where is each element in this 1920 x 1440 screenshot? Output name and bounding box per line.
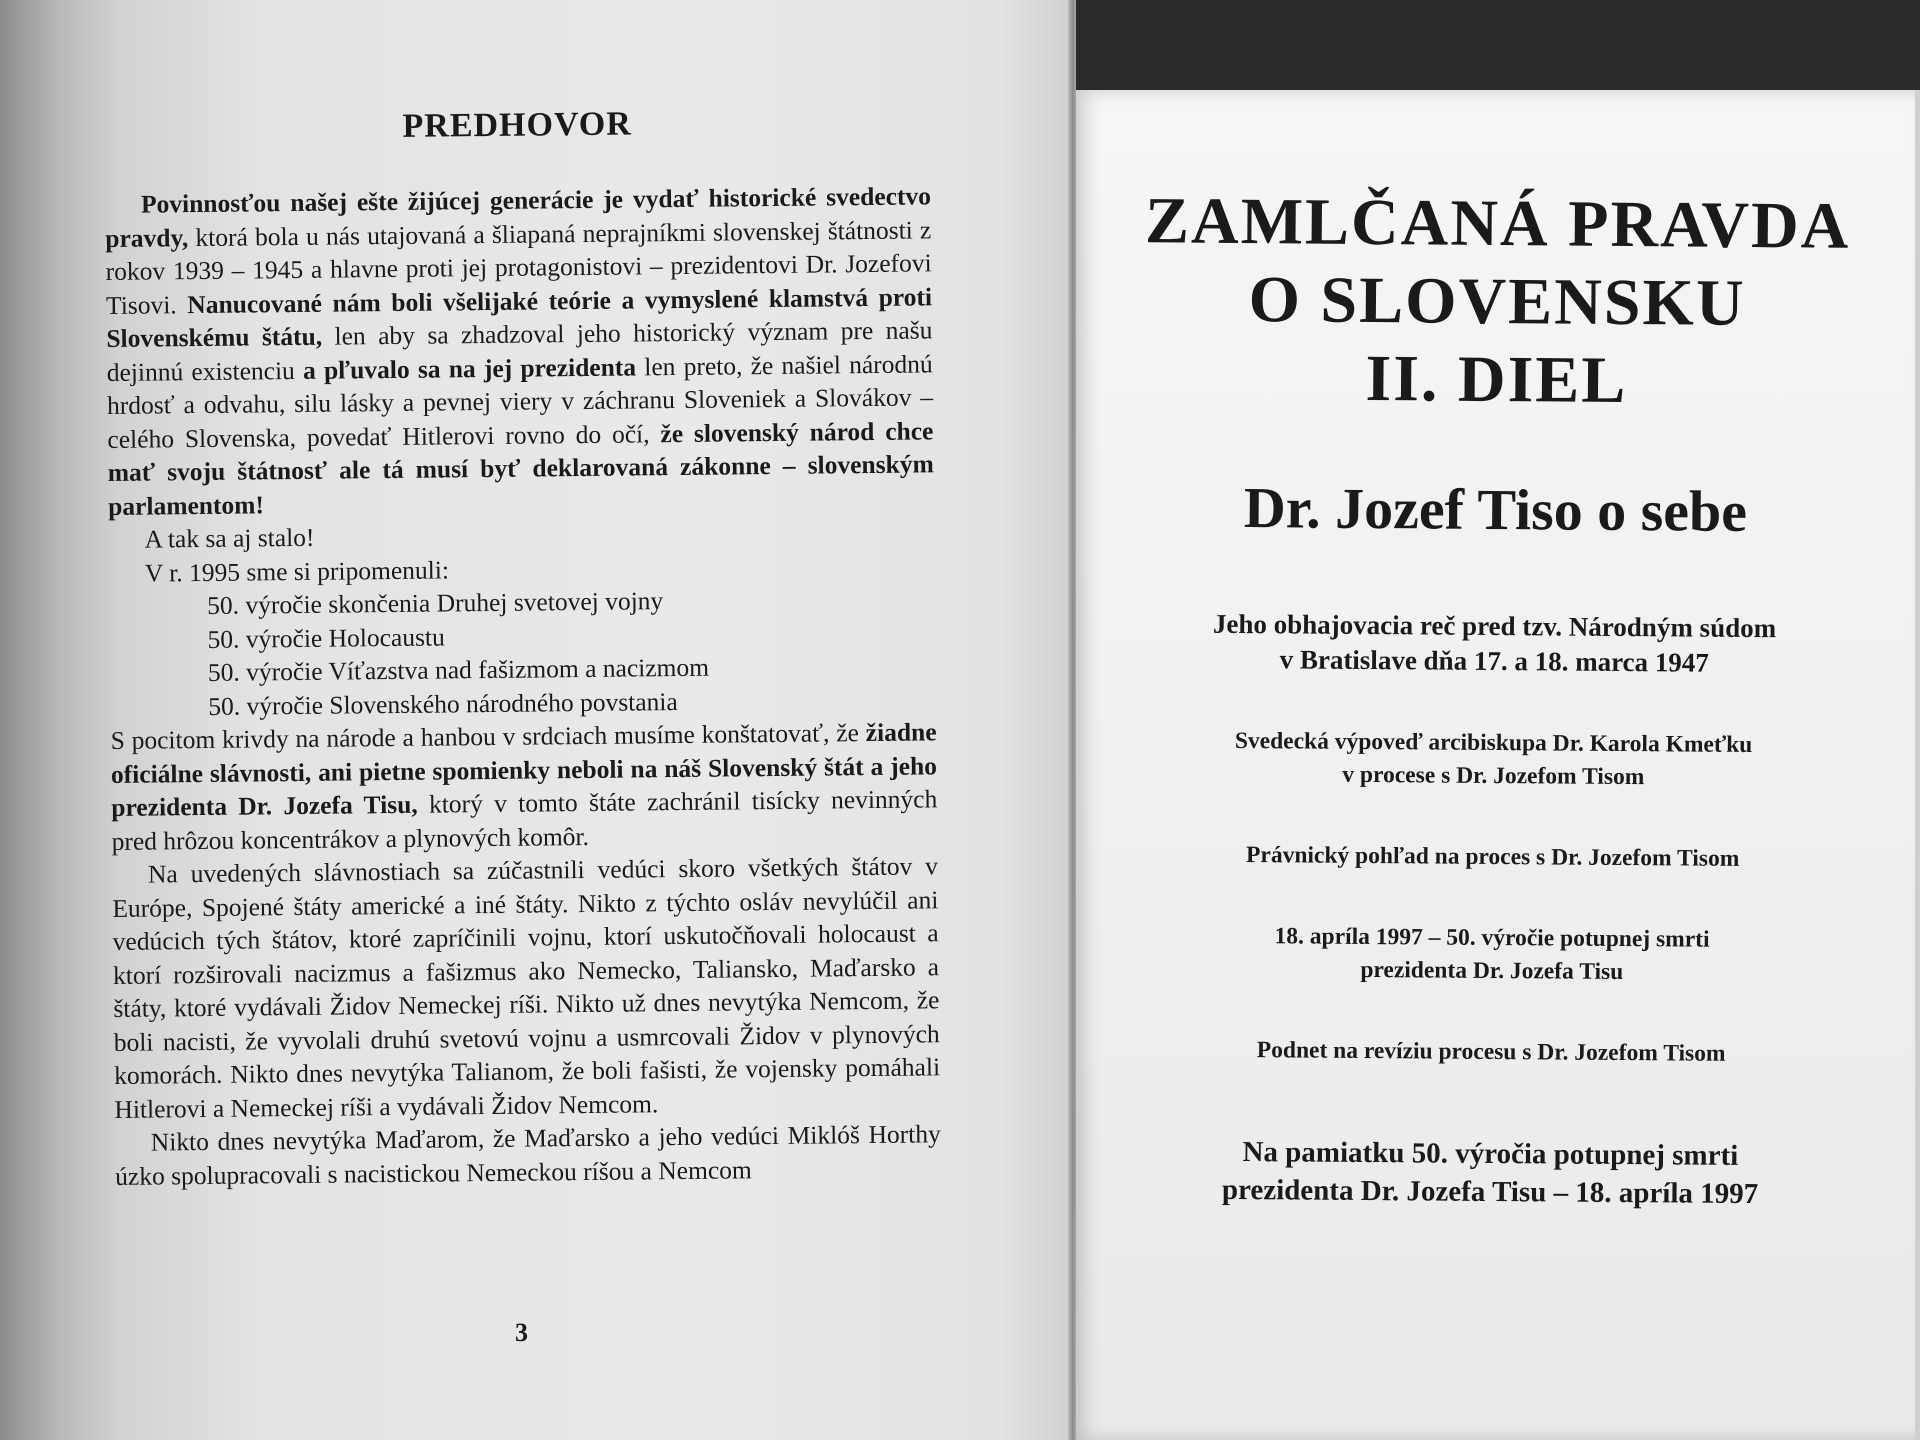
anniversary-list	[109, 581, 936, 724]
book-title	[1074, 182, 1920, 423]
list-item: 50. výročie Holocaustu	[207, 621, 445, 654]
page-edge	[1915, 90, 1920, 1440]
book-subtitle: Dr. Jozef Tiso o sebe	[1243, 475, 1748, 544]
foreword-paragraph-3: V r. 1995 sme si pripomenuli:	[144, 554, 450, 588]
text-segment: S pocitom krivdy na národe a hanbou v srdciach musíme konštatovať, že	[110, 718, 866, 755]
background-surface	[1076, 0, 1920, 100]
entry-line: Právnický pohľad na proces s Dr. Jozefom Tisom	[1246, 842, 1740, 872]
entry-line: v procese s Dr. Jozefom Tisom	[1342, 761, 1645, 791]
text-segment: len aby sa zhadzoval jeho historický význam pre našu dejinnú existenciu	[106, 315, 933, 387]
page-number: 3	[515, 1318, 528, 1347]
entry-line: Svedecká výpoveď arcibiskupa Dr. Karola Kmeťku	[1234, 727, 1753, 759]
memorial-dedication	[1068, 1132, 1913, 1215]
title-line: ZAMLČANÁ PRAVDA	[1144, 184, 1851, 263]
entry-line: Na pamiatku 50. výročia potupnej smrti	[1242, 1136, 1739, 1172]
list-item: 50. výročie Víťazstva nad fašizmom a nacizmom	[207, 652, 710, 687]
text-segment: len preto, že našiel národnú hrdosť a odvahu, silu lásky a pevnej viery v záchranu Sloveniek a Slovákov – celého Slovenska, povedať Hitlerovi rovno do očí,	[106, 348, 934, 454]
entry-line: Podnet na revíziu procesu s Dr. Jozefom Tisom	[1256, 1037, 1726, 1067]
legal-view-entry	[1071, 838, 1915, 878]
revision-entry	[1069, 1033, 1913, 1073]
text-segment: žiadne oficiálne slávnosti, ani pietne spomienky neboli na náš Slovenský štát a jeho prezidenta Dr. Jozefa Tisu,	[110, 717, 938, 822]
title-line: II. DIEL	[1365, 341, 1628, 418]
right-page	[1076, 90, 1920, 1440]
text-segment: a pľuvalo sa na jej prezidenta	[302, 351, 637, 385]
foreword-paragraph-2: A tak sa aj stalo!	[144, 522, 315, 554]
entry-line: Jeho obhajovacia reč pred tzv. Národným súdom	[1212, 608, 1777, 644]
foreword-paragraph-1	[105, 179, 934, 523]
entry-line: prezidenta Dr. Jozefa Tisu	[1360, 956, 1624, 986]
testimony-entry	[1071, 724, 1915, 797]
text-segment: ktorá bola u nás utajovaná a šliapaná neprajníkmi slovenskej štátnosti z rokov 1939 – 1945 a hlavne proti jej protagonistovi – prezidentovi Dr. Jozefovi Tisovi.	[105, 214, 932, 320]
entry-line: prezidenta Dr. Jozefa Tisu – 18. apríla 1997	[1221, 1173, 1759, 1211]
foreword-body	[104, 101, 941, 1193]
title-page-content	[1068, 182, 1920, 1215]
defense-speech-entry	[1072, 606, 1917, 683]
foreword-heading: PREDHOVOR	[402, 105, 633, 145]
entry-line: v Bratislave dňa 17. a 18. marca 1947	[1279, 644, 1709, 678]
entry-line: 18. apríla 1997 – 50. výročie potupnej smrti	[1274, 923, 1710, 953]
text-segment: Nanucované nám boli všelijaké teórie a vymyslené klamstvá proti Slovenskému štátu,	[106, 281, 933, 353]
text-segment: že slovenský národ chce mať svoju štátnosť ale tá musí byť deklarovaná zákonne – slovenským parlamentom!	[107, 415, 934, 521]
anniversary-entry	[1070, 919, 1914, 992]
title-line: O SLOVENSKU	[1248, 263, 1746, 340]
foreword-paragraph-5: Na uvedených slávnostiach sa zúčastnili vedúci skoro všetkých štátov v Európe, Spojené štáty americké a iné štáty. Nikto z týchto osláv nevylúčil ani vedúcich tých štátov, ktoré zapríčinili vojnu, ktorí uskutočňovali holocaust a ktorí rozširovali nacizmus a fašizmus ako Nemecko, Taliansko, Maďarsko a štáty, ktoré vydávali Židov Nemeckej ríši. Nikto už dnes nevytýka Nemcom, že boli nacisti, že vyvolali druhú svetovú vojnu a usmrcovali Židov v plynových komorách. Nikto dnes nevytýka Talianom, že boli fašisti, že vojensky pomáhali Hitlerovi a Nemeckej ríši a vydávali Židov Nemcom.	[112, 851, 941, 1124]
text-segment: Povinnosťou našej ešte žijúcej generácie je vydať historické svedectvo pravdy,	[105, 181, 932, 253]
list-item: 50. výročie skončenia Druhej svetovej vojny	[207, 586, 664, 620]
foreword-paragraph-6: Nikto dnes nevytýka Maďarom, že Maďarsko a jeho vedúci Miklóš Horthy úzko spolupracovali s nacistickou Nemeckou ríšou a Nemcom	[115, 1119, 941, 1191]
text-segment: ktorý v tomto štáte zachránil tisícky nevinných pred hrôzou koncentrákov a plynových komôr.	[111, 784, 938, 856]
foreword-paragraph-4	[110, 715, 937, 858]
list-item: 50. výročie Slovenského národného povstania	[208, 686, 678, 721]
